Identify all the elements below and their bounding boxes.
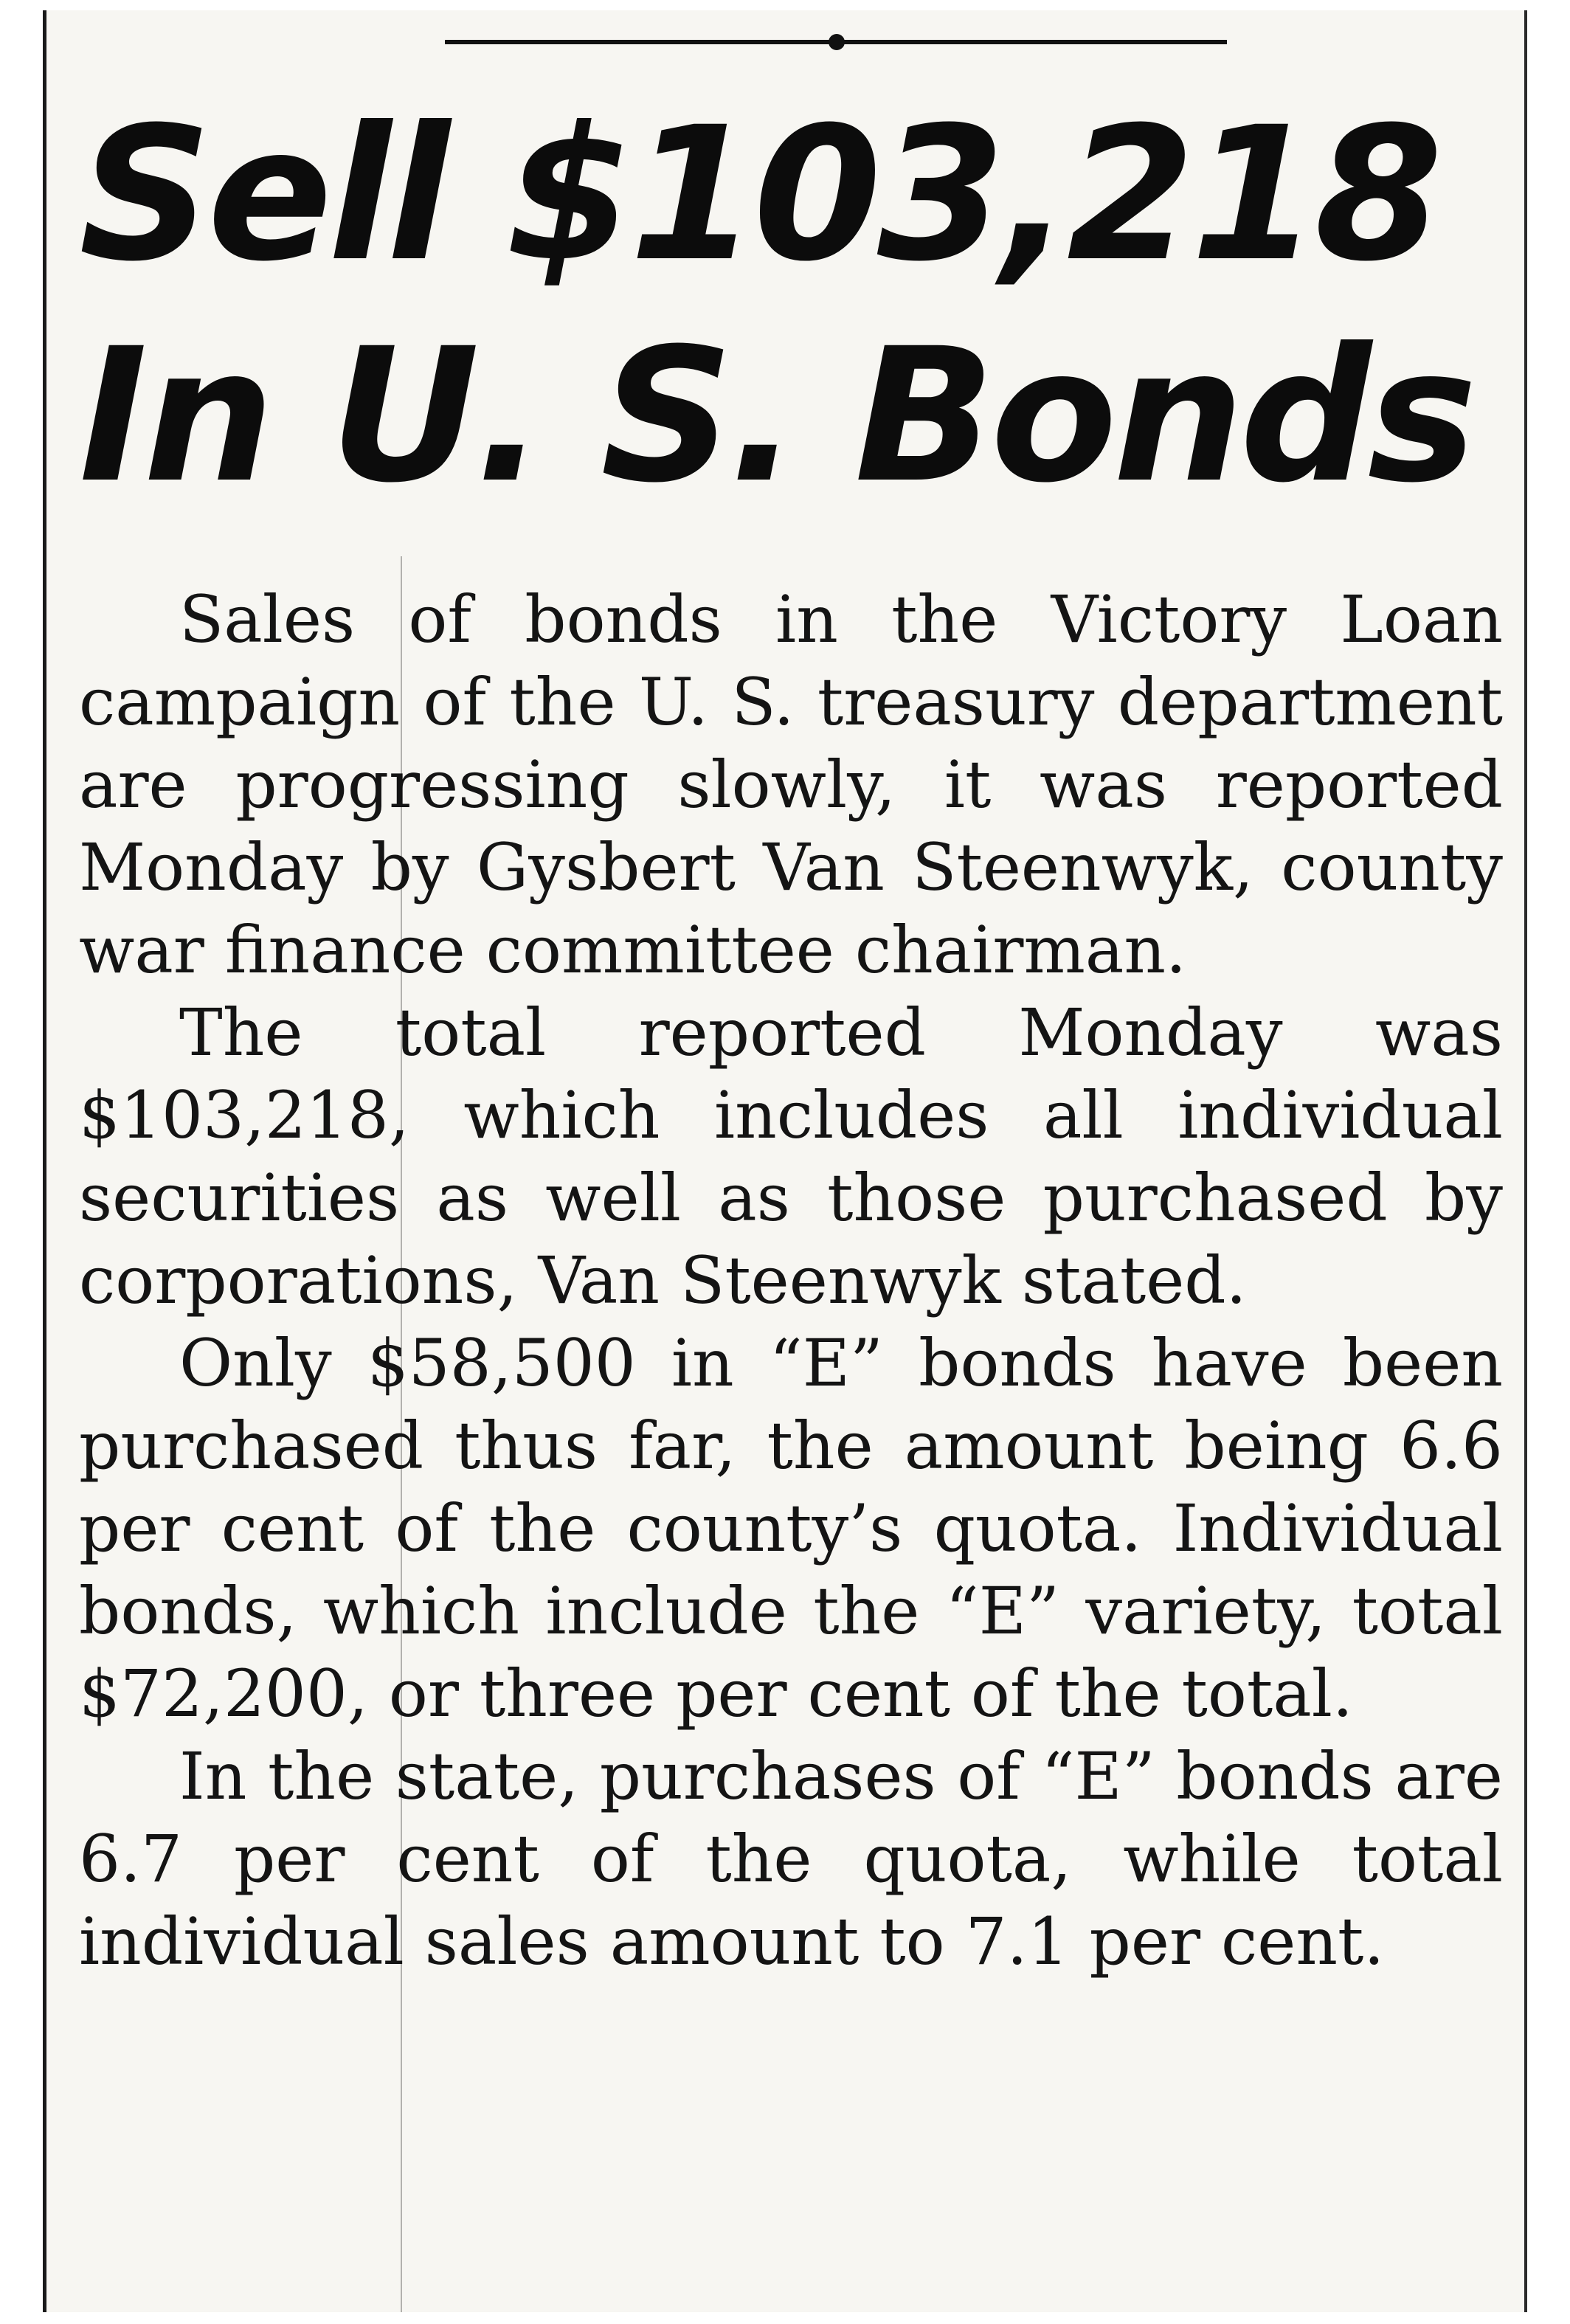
paragraph-3: Only $58,500 in “E” bonds have been purchased thus far, the amount being 6.6 per cent of the county’s quota. Individual bonds, which include the “E” variety, total $72,200, or three per cent of the total.: [79, 1325, 1503, 1732]
paragraph-2: The total reported Monday was $103,218, which includes all individual securities as well as those purchased by corporations, Van Steenwyk stated.: [79, 995, 1503, 1318]
newspaper-clipping: [43, 10, 1527, 2312]
rule-ornament-dot: [829, 34, 845, 50]
headline: [79, 84, 1481, 527]
headline-line-1: Sell $103,218: [79, 87, 1439, 302]
paragraph-1: Sales of bonds in the Victory Loan campaign of the U. S. treasury department are progressing slowly, it was reported Monday by Gysbert Van Steenwyk, county war finance committee chairman.: [79, 581, 1503, 988]
headline-line-2: In U. S. Bonds: [79, 308, 1473, 523]
paragraph-4: In the state, purchases of “E” bonds are 6.7 per cent of the quota, while total individual sales amount to 7.1 per cent.: [79, 1738, 1503, 1979]
article-body: [79, 578, 1503, 1983]
